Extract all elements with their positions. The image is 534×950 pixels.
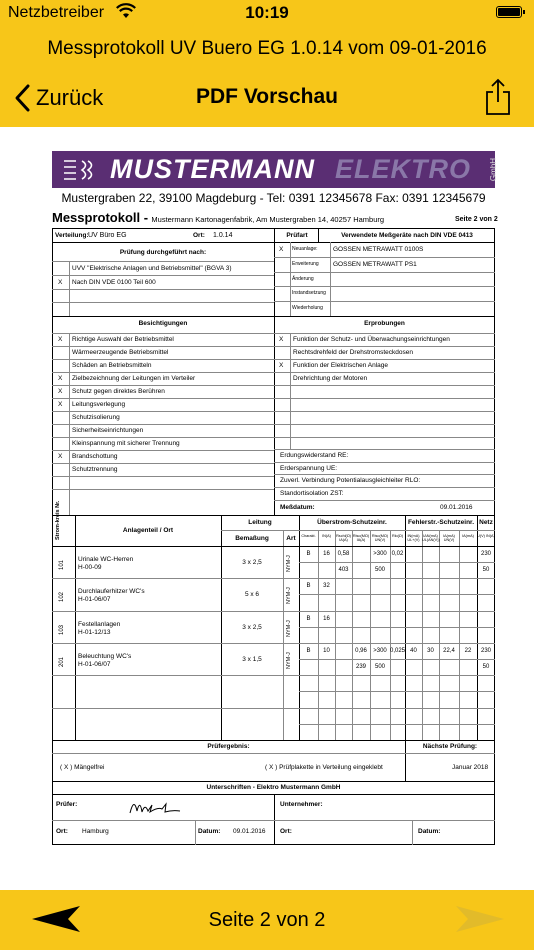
- grid-line: [299, 724, 495, 725]
- erprobung-mark: X: [279, 362, 284, 369]
- col-sub-header: IN(mA) UL+(V): [407, 534, 420, 543]
- grid-line: [274, 500, 495, 501]
- grid-line: [274, 437, 495, 438]
- verteilung-value: UV Büro EG: [88, 232, 127, 239]
- naechste-pruefung-value: Januar 2018: [452, 764, 489, 771]
- grid-line: [274, 449, 495, 450]
- col-sub-header: IΔ(mA) UN(V): [443, 534, 455, 543]
- logo-symbol: [62, 157, 96, 183]
- erprobung-text: Funktion der Schutz- und Überwachungseinrichtungen: [293, 336, 450, 343]
- pruefart-type: Änderung: [292, 275, 314, 282]
- grid-line: [52, 359, 274, 360]
- col-sub-header: IN(A): [322, 534, 331, 538]
- measurement-value: 0,02: [391, 551, 404, 557]
- unternehmer-label: Unternehmer:: [280, 801, 323, 808]
- grid-line: [52, 275, 274, 276]
- measurement-value: 0,96: [355, 647, 367, 654]
- measurement-value: 500: [374, 663, 385, 670]
- grid-line: [299, 594, 495, 595]
- grid-line: [299, 562, 495, 563]
- pruefart-type: Neuanlage:: [292, 246, 318, 252]
- page-indicator: Seite 2 von 2: [208, 909, 326, 931]
- verteilung-label: Verteilung:: [55, 232, 89, 239]
- grid-line: [52, 424, 274, 425]
- messgeraete-label: Verwendete Meßgeräte nach DIN VDE 0413: [341, 232, 473, 239]
- grid-line: [274, 487, 495, 488]
- grid-line: [52, 346, 274, 347]
- pruefung-mark: X: [58, 278, 63, 286]
- circuit-bemessung: 3 x 1,5: [242, 655, 262, 663]
- grid-line: [274, 286, 495, 287]
- besichtigungen-label: Besichtigungen: [138, 320, 188, 327]
- messgeraet-name: GOSSEN METRAWATT PS1: [333, 260, 417, 268]
- grid-line: [52, 753, 495, 754]
- battery-icon: [496, 6, 522, 18]
- grid-line: [274, 301, 495, 302]
- measurement-value: 230: [480, 647, 491, 654]
- protocol-customer: Mustermann Kartonagenfabrik, Am Mustergraben 14, 40257 Hamburg: [151, 215, 385, 224]
- messdatum-label: Meßdatum:: [280, 504, 315, 511]
- ort-label: Ort:: [193, 232, 205, 239]
- circuit-name: Beleuchtung WC's: [78, 652, 132, 660]
- datum-label: Datum:: [198, 828, 221, 835]
- circuit-number: 101: [59, 559, 65, 570]
- datum2-label: Datum:: [418, 828, 441, 835]
- circuit-number: 102: [59, 592, 65, 603]
- ort-value: 1.0.14: [213, 232, 233, 239]
- col-stromkreis: Strom-kreis Nr.: [55, 500, 61, 540]
- protocol-heading: [52, 210, 384, 225]
- besichtigung-text: Wärmeerzeugende Betriebsmittel: [72, 349, 169, 356]
- besichtigung-text: Schutz gegen direktes Berühren: [72, 388, 165, 395]
- col-sub-header: Rlo(Ω): [391, 534, 404, 538]
- grid-line: [52, 372, 274, 373]
- grid-line: [52, 820, 495, 821]
- unterschriften-label: Unterschriften - Elektro Mustermann GmbH: [206, 784, 341, 791]
- naechste-pruefung-label: Nächste Prüfung:: [422, 743, 478, 750]
- besichtigung-text: Schutzisolierung: [72, 414, 120, 421]
- grid-line: [52, 261, 274, 262]
- grid-line: [52, 708, 495, 709]
- measurement-value: 230: [480, 551, 491, 557]
- grid-line: [52, 675, 495, 676]
- grid-line: [195, 820, 196, 845]
- grid-line: [52, 781, 495, 782]
- grid-line: [221, 530, 495, 531]
- pruefung-text: Nach DIN VDE 0100 Teil 600: [72, 278, 156, 286]
- col-ueberstrom: Überstrom-Schutzeinr.: [317, 519, 387, 526]
- measurement-value: 0,58: [337, 551, 350, 557]
- grid-line: [405, 740, 406, 781]
- circuit-location: H-01-12/13: [78, 628, 111, 636]
- pruefergebnis-label: Prüfergebnis:: [207, 743, 250, 750]
- grid-line: [52, 546, 495, 547]
- pruefung-nach-label: Prüfung durchgeführt nach:: [119, 249, 207, 256]
- grid-line: [52, 450, 274, 451]
- col-sub-header: IA(mA): [462, 534, 474, 538]
- grid-line: [412, 820, 413, 845]
- pruefer-label: Prüfer:: [56, 801, 78, 808]
- pruefart-label: Prüfart: [286, 232, 308, 239]
- measurement-value: 403: [338, 567, 349, 573]
- circuit-cable-type: NYM-J: [286, 619, 292, 637]
- col-sub-header: IΔN(mA) UL(AN(V)): [422, 534, 440, 543]
- company-address: Mustergraben 22, 39100 Magdeburg - Tel: 0391 12345678 Fax: 0391 12345679: [61, 191, 486, 205]
- besichtigung-text: Leitungsverlegung: [72, 401, 126, 408]
- grid-line: [274, 424, 495, 425]
- pruefart-type: Erweiterung: [292, 260, 319, 267]
- measurement-value: 10: [323, 647, 330, 654]
- circuit-cable-type: NYM-J: [286, 555, 292, 572]
- besichtigung-text: Zielbezeichnung der Leitungen im Verteiler: [72, 375, 196, 382]
- grid-line: [274, 272, 495, 273]
- pruefart-mark: X: [279, 246, 284, 253]
- pruefart-type: Wiederholung: [292, 305, 323, 312]
- grid-line: [52, 411, 274, 412]
- ort2-label: Ort:: [280, 828, 292, 835]
- messdatum-value: 09.01.2016: [440, 504, 473, 511]
- signature-image: [128, 795, 188, 819]
- grid-line: [274, 346, 495, 347]
- besichtigung-text: Brandschottung: [72, 453, 118, 460]
- measurement-value: B: [306, 615, 311, 622]
- col-sub-header: Charakt.: [301, 534, 316, 538]
- grid-line: [290, 333, 291, 449]
- grid-line: [52, 463, 274, 464]
- grid-line: [274, 359, 495, 360]
- measurement-value: 22,4: [443, 647, 455, 654]
- grid-line: [274, 474, 495, 475]
- grid-line: [274, 385, 495, 386]
- grid-line: [52, 515, 495, 516]
- page-title: PDF Vorschau: [196, 85, 338, 108]
- measurement-value: >300: [373, 551, 387, 557]
- grid-line: [299, 691, 495, 692]
- ort-sig-value: Hamburg: [82, 828, 109, 835]
- grid-line: [75, 515, 76, 740]
- measurement-value: 50: [482, 567, 490, 573]
- measurement-value: 32: [323, 583, 330, 590]
- pruefung-text: UVV "Elektrische Anlagen und Betriebsmittel" (BGVA 3): [72, 265, 232, 272]
- grid-line: [299, 659, 495, 660]
- back-label: Zurück: [36, 85, 104, 110]
- circuit-location: H-00-09: [78, 564, 102, 571]
- document-title: Messprotokoll UV Buero EG 1.0.14 vom 09-01-2016: [47, 38, 487, 59]
- grid-line: [274, 398, 495, 399]
- measurement-label: Standortisolation ZST:: [280, 489, 344, 497]
- besichtigung-text: Kleinspannung mit sicherer Trennung: [72, 440, 180, 447]
- datum-value: 09.01.2016: [233, 828, 266, 835]
- measurement-value: 30: [427, 647, 434, 654]
- logo-brand-part2: ELEKTRO: [335, 154, 472, 184]
- measurement-value: 40: [410, 647, 417, 654]
- grid-line: [274, 462, 495, 463]
- col-sub-header: Rschl(Ω) IA(A): [336, 534, 351, 543]
- circuit-number: 103: [59, 624, 65, 635]
- measurement-label: Erderspannung UE:: [280, 464, 338, 472]
- col-anlagenteil: Anlagenteil / Ort: [122, 527, 174, 534]
- grid-line: [52, 611, 495, 612]
- measurement-value: 16: [323, 551, 330, 557]
- logo-suffix: GmbH: [489, 157, 499, 182]
- erprobung-mark: X: [279, 336, 284, 343]
- circuit-bemessung: 5 x 6: [244, 591, 260, 599]
- carrier-label: Netzbetreiber: [8, 4, 105, 21]
- pdf-page-count: Seite 2 von 2: [455, 216, 498, 223]
- grid-line: [52, 333, 495, 334]
- erprobung-text: Drehrichtung der Motoren: [293, 375, 368, 382]
- measurement-value: B: [306, 551, 311, 557]
- erprobung-text: Rechtsdrehfeld der Drehstromsteckdosen: [293, 349, 413, 356]
- col-fehlerstrom: Fehlerstr.-Schutzeinr.: [407, 519, 475, 526]
- col-leitung: Leitung: [248, 519, 272, 526]
- previous-page-button[interactable]: [30, 904, 82, 934]
- grid-line: [52, 437, 274, 438]
- grid-line: [274, 372, 495, 373]
- grid-line: [299, 627, 495, 628]
- grid-line: [283, 530, 284, 740]
- besichtigung-mark: X: [58, 375, 63, 382]
- circuit-location: H-01-06/07: [78, 660, 111, 668]
- besichtigung-text: Richtige Auswahl der Betriebsmittel: [72, 336, 174, 343]
- grid-line: [318, 228, 319, 242]
- grid-line: [52, 578, 495, 579]
- circuit-name: Festellanlagen: [78, 620, 121, 628]
- clock: 10:19: [245, 3, 289, 22]
- grid-line: [52, 289, 274, 290]
- grid-line: [330, 242, 331, 316]
- next-page-button[interactable]: [454, 904, 506, 934]
- grid-line: [52, 385, 274, 386]
- ort-sig-label: Ort:: [56, 828, 68, 835]
- circuit-cable-type: NYM-J: [286, 587, 292, 605]
- measurement-value: 239: [355, 663, 366, 670]
- grid-line: [290, 242, 291, 316]
- measurement-value: 16: [323, 615, 330, 622]
- grid-line: [52, 302, 274, 303]
- protocol-title: Messprotokoll -: [52, 210, 149, 225]
- pruefplakette-text: ( X ) Prüfplakette in Verteilung eingeklebt: [265, 764, 383, 771]
- erprobungen-label: Erprobungen: [364, 320, 405, 327]
- circuit-location: H-01-06/07: [78, 596, 111, 604]
- measurement-value: 50: [482, 663, 490, 670]
- measurement-value: 22: [464, 647, 472, 654]
- maengelfrei-text: ( X ) Mängelfrei: [60, 764, 105, 771]
- besichtigung-text: Sicherheitseinrichtungen: [72, 427, 144, 434]
- besichtigung-text: Schutztrennung: [72, 466, 118, 473]
- col-sub-header: U(V) IN(A): [477, 534, 495, 538]
- measurement-value: 0,025: [390, 647, 406, 654]
- erprobung-text: Funktion der Elektrischen Anlage: [293, 362, 389, 369]
- grid-line: [52, 398, 274, 399]
- circuit-name: Urinale WC-Herren: [78, 556, 134, 563]
- besichtigung-mark: X: [58, 388, 63, 395]
- besichtigung-mark: X: [58, 336, 63, 343]
- status-bar: [0, 0, 534, 28]
- besichtigung-text: Schäden an Betriebsmitteln: [72, 362, 152, 369]
- logo-brand-part1: MUSTERMANN: [110, 154, 315, 184]
- col-bemessung: Bemaßung: [235, 535, 269, 542]
- besichtigung-mark: X: [58, 401, 63, 408]
- grid-line: [274, 257, 495, 258]
- measurement-value: B: [306, 647, 311, 654]
- col-sub-header: Riso(MΩ) UN(V): [371, 534, 389, 543]
- circuit-bemessung: 3 x 2,5: [242, 623, 262, 631]
- measurement-value: B: [306, 583, 311, 590]
- circuit-bemessung: 3 x 2,5: [242, 559, 262, 566]
- measurement-value: >300: [373, 647, 387, 654]
- grid-line: [52, 643, 495, 644]
- messgeraet-name: GOSSEN METRAWATT 0100S: [333, 246, 424, 253]
- measurement-value: 500: [374, 567, 385, 573]
- grid-line: [52, 489, 274, 490]
- measurement-label: Zuverl. Verbindung Potentialausgleichleiter RLO:: [280, 477, 421, 485]
- measurement-label: Erdungswiderstand RE:: [280, 452, 349, 459]
- grid-line: [52, 476, 274, 477]
- share-icon[interactable]: [484, 78, 512, 116]
- grid-line: [274, 411, 495, 412]
- circuit-cable-type: NYM-J: [286, 652, 292, 669]
- col-netz: Netz: [479, 519, 493, 526]
- circuit-number: 201: [59, 656, 65, 667]
- pruefart-type: Instandsetzung: [292, 290, 326, 297]
- besichtigung-mark: X: [58, 453, 63, 460]
- col-sub-header: Riso(MΩ) IA(A): [352, 534, 370, 543]
- grid-line: [52, 740, 495, 741]
- col-art: Art: [286, 535, 296, 542]
- circuit-name: Durchlauferhitzer WC's: [78, 588, 145, 596]
- company-logo: [52, 151, 499, 188]
